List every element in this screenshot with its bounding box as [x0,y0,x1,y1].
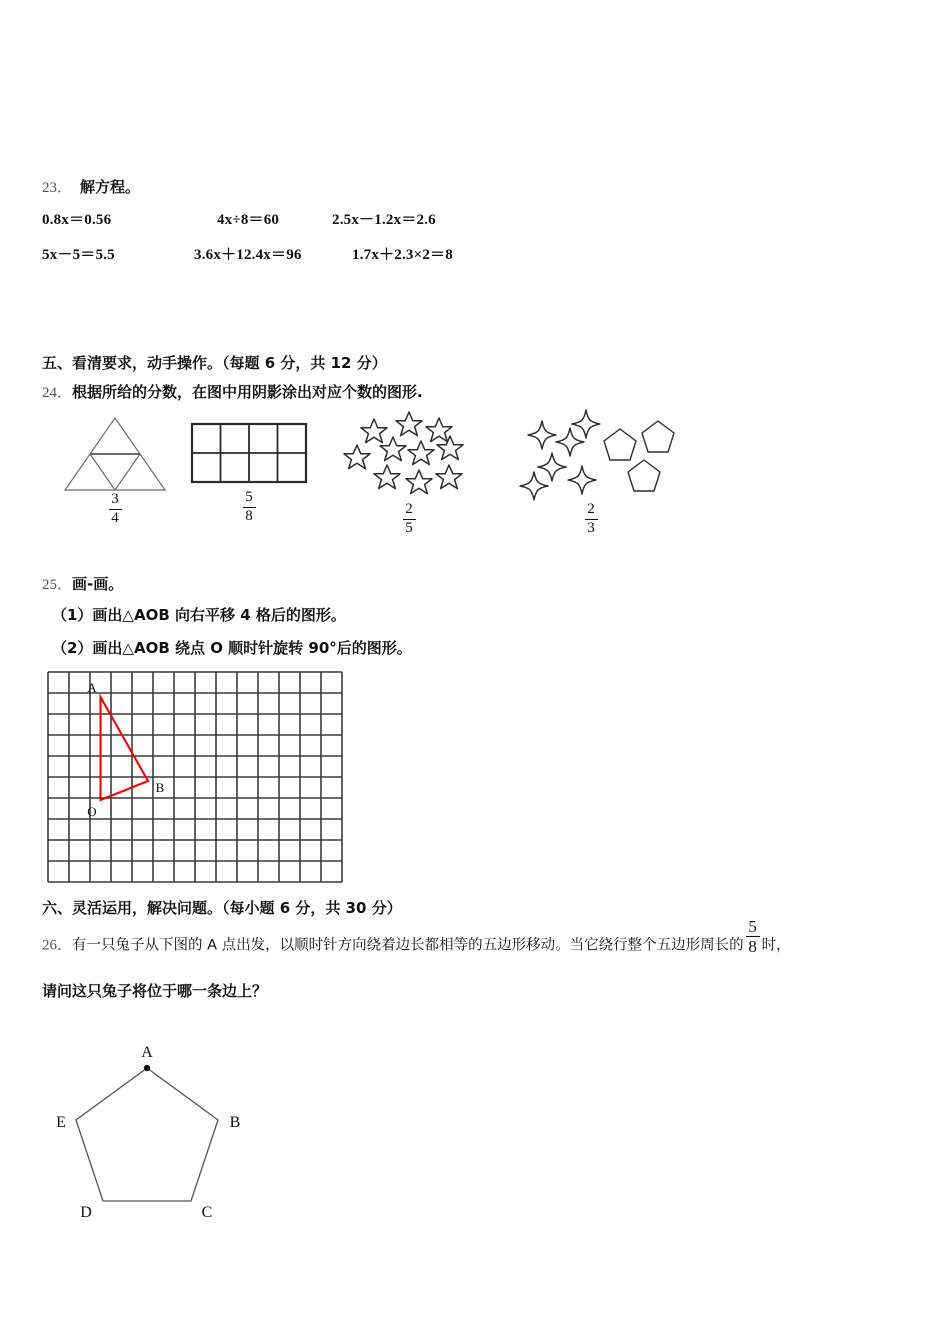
question-23-number: 23． [42,180,73,196]
fraction-denominator: 4 [111,509,119,526]
question-26-text-before: 有一只兔子从下图的 A 点出发，以顺时针方向绕着边长都相等的五边形移动。当它绕行整个五边形周长的 [72,937,744,954]
question-24-heading [42,381,423,402]
equation-6: 1.7x＋2.3×2＝8 [352,247,453,263]
pentagon-vertex-d: D [80,1204,92,1221]
pentagon-vertex-e: E [56,1114,66,1131]
figure-star-group-5point [337,410,487,536]
pentagon-vertex-b: B [229,1114,241,1131]
question-26-pentagon-figure [55,1035,255,1221]
vertex-label-a: A [87,680,97,695]
fraction-numerator: 5 [748,917,757,936]
question-25-item-2: （2）画出△AOB 绕点 O 顺时针旋转 90°后的图形。 [52,639,412,657]
pentagon-vertex-c: C [201,1204,213,1221]
fraction-2-3 [574,502,608,537]
vertex-label-b: B [155,780,165,795]
rectangle-grid-svg [190,422,308,484]
equation-5: 3.6x＋12.4x＝96 [194,247,302,263]
equation-1: 0.8x＝0.56 [42,212,112,228]
grid-lines [48,672,342,882]
question-24-title: 根据所给的分数，在图中用阴影涂出对应个数的图形. [72,383,423,401]
question-23-title: 解方程。 [80,178,141,196]
fraction-2-5 [392,502,426,537]
fraction-numerator: 3 [111,491,119,507]
fraction-5-8 [232,490,266,525]
fraction-denominator: 5 [405,519,413,536]
section-5-heading: 五、看清要求，动手操作。（每题 6 分，共 12 分） [42,354,387,372]
pentagon-shape [76,1068,218,1201]
fraction-numerator: 2 [405,501,413,517]
fraction-denominator: 8 [245,507,253,524]
question-26-line-2: 请问这只兔子将位于哪一条边上？ [42,982,268,1000]
equation-2: 4x÷8＝60 [217,212,280,228]
question-25-item-1: （1）画出△AOB 向右平移 4 格后的图形。 [52,606,346,624]
question-25-number: 25． [42,577,73,593]
fraction-denominator: 3 [587,519,595,536]
pentagon-vertex-a: A [141,1044,153,1061]
equation-3: 2.5x－1.2x＝2.6 [332,212,436,228]
start-point-dot [144,1065,150,1071]
question-25-heading [42,573,123,594]
fraction-denominator: 8 [748,937,757,956]
question-26-heading [42,917,947,962]
question-25-title: 画-画。 [72,575,124,593]
question-25-grid-figure [48,672,348,893]
question-24-number: 24． [42,385,73,401]
section-6-heading: 六、灵活运用，解决问题。（每小题 6 分，共 30 分） [42,899,402,917]
grid-svg [48,672,348,888]
figure-star-pentagon-group [520,410,680,536]
stars-pentagons-svg [520,410,680,505]
question-26-text-after: 时， [761,937,791,954]
fraction-numerator: 2 [587,501,595,517]
question-26-number: 26． [42,937,73,954]
fraction-3-4 [98,492,132,527]
stars-5point-svg [337,410,487,505]
vertex-label-o: O [87,804,97,819]
fraction-5-8-inline [746,918,760,955]
triangle-aob [101,697,149,800]
question-24-figures [42,410,742,545]
triangle-svg [60,414,170,494]
equation-4: 5x－5＝5.5 [42,247,115,263]
figure-rectangle-grid [190,422,308,524]
fraction-numerator: 5 [245,489,253,505]
question-23-heading [42,176,140,197]
figure-triangle-subdivided [60,414,170,526]
pentagon-svg [55,1035,255,1221]
